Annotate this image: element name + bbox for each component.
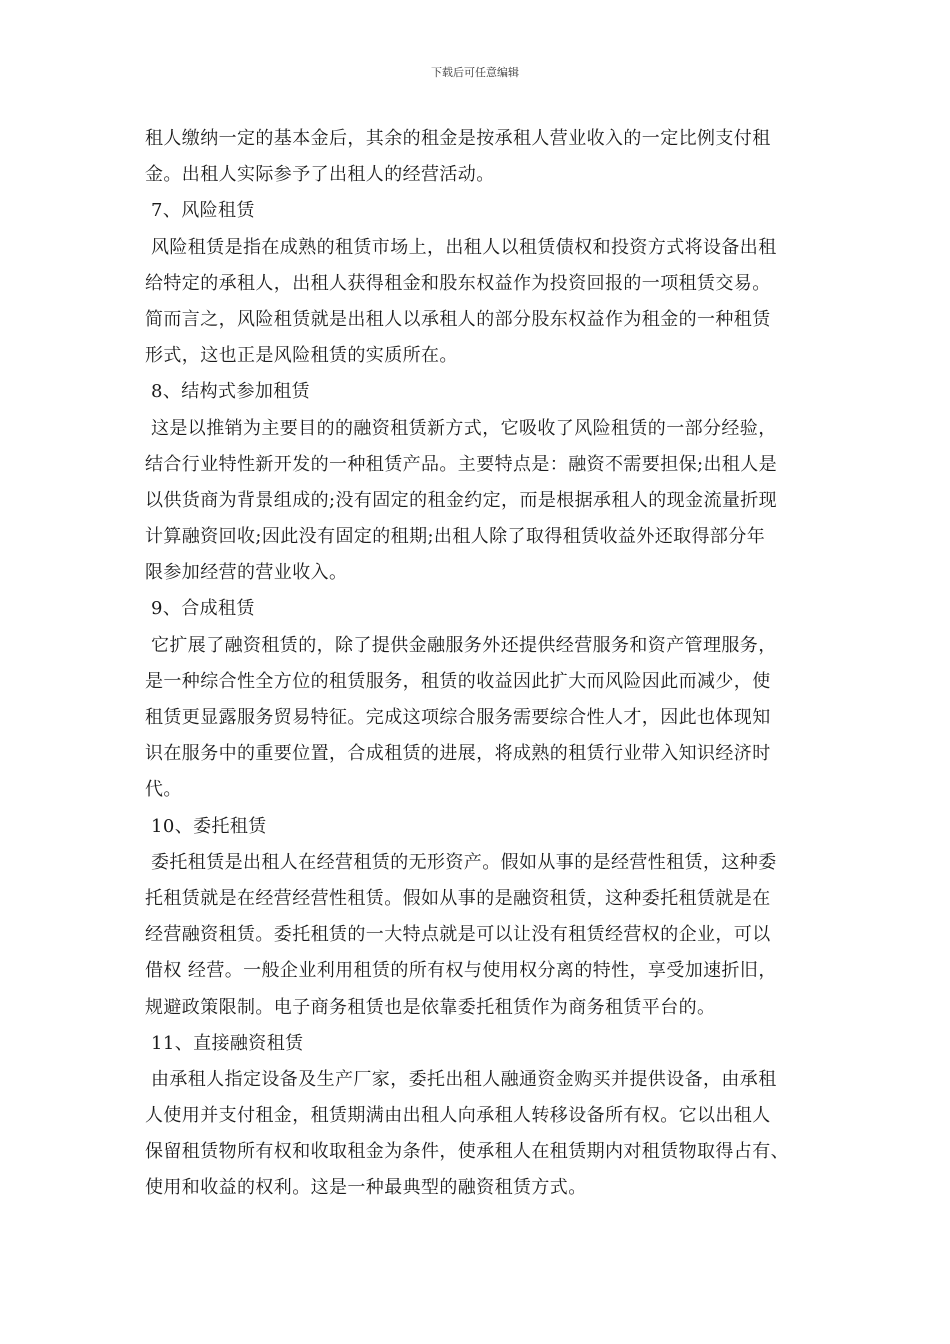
text-line: 借权 经营。一般企业利用租赁的所有权与使用权分离的特性，享受加速折旧， bbox=[145, 960, 777, 982]
text-line: 规避政策限制。电子商务租赁也是依靠委托租赁作为商务租赁平台的。 bbox=[145, 996, 716, 1018]
text-line: 10、委托租赁 bbox=[151, 815, 267, 837]
text-line: 委托租赁是出租人在经营租赁的无形资产。假如从事的是经营性租赁，这种委 bbox=[151, 851, 777, 873]
text-line: 由承租人指定设备及生产厂家，委托出租人融通资金购买并提供设备，由承租 bbox=[151, 1068, 777, 1090]
text-line: 形式，这也正是风险租赁的实质所在。 bbox=[145, 345, 458, 367]
text-line: 识在服务中的重要位置，合成租赁的进展，将成熟的租赁行业带入知识经济时 bbox=[145, 743, 771, 765]
text-line: 它扩展了融资租赁的，除了提供金融服务外还提供经营服务和资产管理服务， bbox=[151, 634, 777, 656]
text-line: 托租赁就是在经营经营性租赁。假如从事的是融资租赁，这种委托租赁就是在 bbox=[145, 887, 771, 909]
text-line: 11、直接融资租赁 bbox=[151, 1032, 304, 1054]
text-line: 简而言之，风险租赁就是出租人以承租人的部分股东权益作为租金的一种租赁 bbox=[145, 308, 771, 330]
text-line: 是一种综合性全方位的租赁服务，租赁的收益因此扩大而风险因此而减少，使 bbox=[145, 670, 771, 692]
text-line: 以供货商为背景组成的;没有固定的租金约定，而是根据承租人的现金流量折现 bbox=[145, 489, 778, 511]
document-body bbox=[145, 121, 825, 1207]
text-line: 9、合成租赁 bbox=[151, 598, 255, 620]
text-line: 8、结构式参加租赁 bbox=[151, 381, 311, 403]
text-line: 保留租赁物所有权和收取租金为条件，使承租人在租赁期内对租赁物取得占有、 bbox=[145, 1141, 789, 1163]
page-header: 下载后可任意编辑 bbox=[431, 66, 519, 79]
text-line: 金。出租人实际参予了出租人的经营活动。 bbox=[145, 164, 495, 186]
text-line: 租赁更显露服务贸易特征。完成这项综合服务需要综合性人才，因此也体现知 bbox=[145, 707, 771, 728]
text-line: 这是以推销为主要目的的融资租赁新方式，它吸收了风险租赁的一部分经验， bbox=[151, 417, 777, 439]
text-line: 7、风险租赁 bbox=[151, 200, 255, 222]
text-line: 计算融资回收;因此没有固定的租期;出租人除了取得租赁收益外还取得部分年 bbox=[145, 526, 766, 548]
text-line: 结合行业特性新开发的一种租赁产品。主要特点是：融资不需要担保;出租人是 bbox=[145, 453, 778, 475]
text-line: 租人缴纳一定的基本金后，其余的租金是按承租人营业收入的一定比例支付租 bbox=[145, 128, 771, 149]
text-line: 限参加经营的营业收入。 bbox=[145, 562, 348, 584]
text-line: 代。 bbox=[145, 779, 182, 801]
text-line: 风险租赁是指在成熟的租赁市场上，出租人以租赁债权和投资方式将设备出租 bbox=[151, 236, 777, 258]
text-line: 人使用并支付租金，租赁期满由出租人向承租人转移设备所有权。它以出租人 bbox=[145, 1105, 771, 1127]
text-line: 给特定的承租人，出租人获得租金和股东权益作为投资回报的一项租赁交易。 bbox=[145, 272, 771, 294]
text-line: 经营融资租赁。委托租赁的一大特点就是可以让没有租赁经营权的企业，可以 bbox=[145, 924, 771, 946]
text-line: 使用和收益的权利。这是一种最典型的融资租赁方式。 bbox=[145, 1177, 587, 1199]
